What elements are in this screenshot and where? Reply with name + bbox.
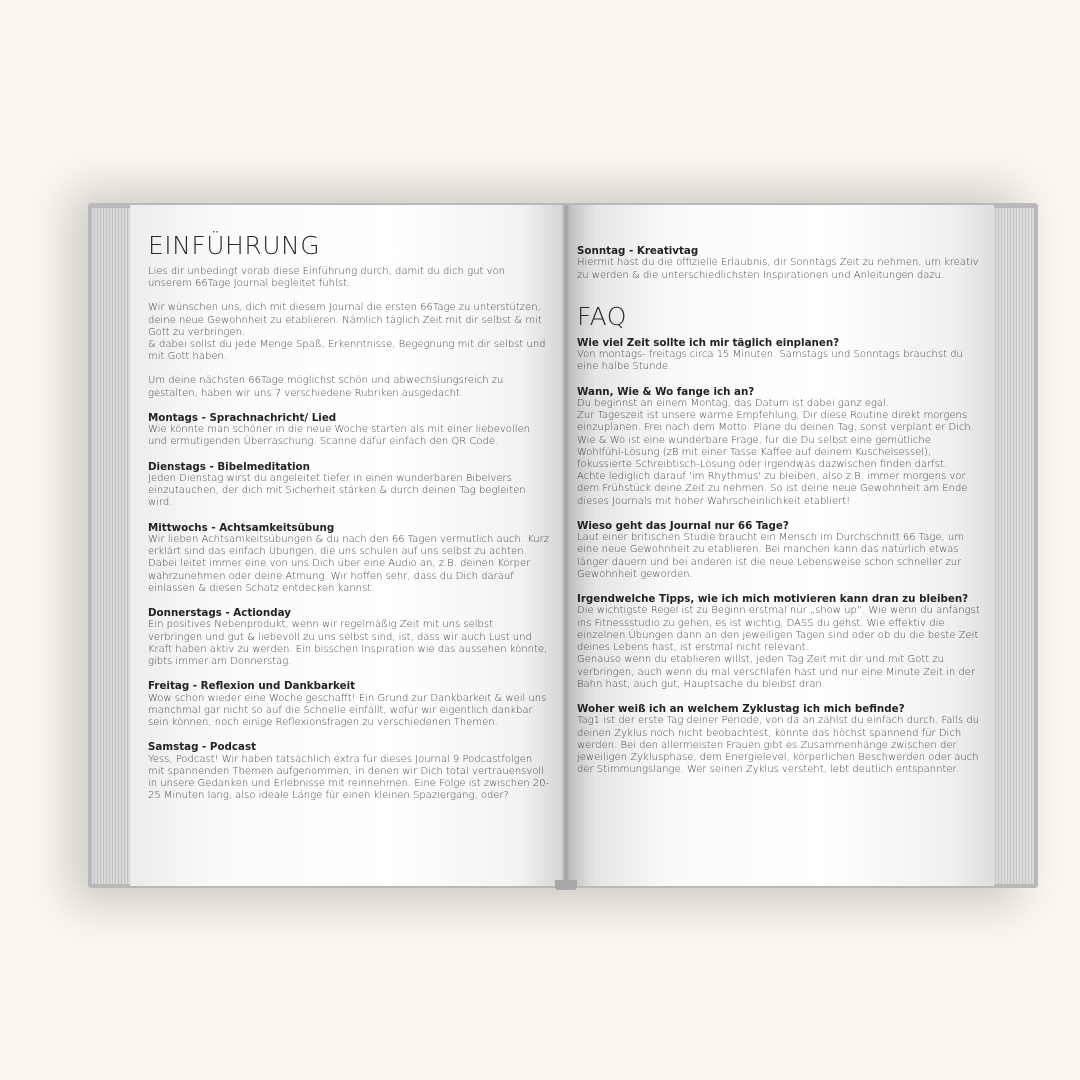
section-title: Samstag - Podcast bbox=[148, 741, 257, 754]
faq-answer: Tag1 ist der erste Tag deiner Periode, von da an zählst du einfach durch. Falls du deinen Zyklus noch nicht beobachtest, könnte das höchst spannend für Dich werden. Bei den allermeisten Frauen gibt es Zusammenhänge zwischen der jeweiligen Zyklusphase, dem Energielevel, körperlichen Beschwerden oder auch der Stimmungslange. Wer seinen Zyklus versteht, lebt deutlich entspannter. bbox=[577, 715, 980, 776]
faq-question: Woher weiß ich an welchem Zyklustag ich mich befinde? bbox=[577, 702, 905, 715]
right-page bbox=[566, 205, 994, 886]
faq-answer: Du beginnst an einem Montag, das Datum ist dabei ganz egal. Zur Tageszeit ist unsere warme Empfehlung, Dir diese Routine direkt morgens einzuplanen. Frei nach dem Motto: Plane du deinen Tag, sonst verplant er Dich. Wie & Wo ist eine wunderbare Frage, für die Du selbst eine gemütliche Wohlfühl-Lösung (zB mit einer Tasse Kaffee auf deinem Kuschelsessel), fokussierte Schreibtisch-Lösung oder irgendwas dazwischen finden darfst. Achte lediglich darauf 'im Rhythmus' zu bleiben, also z.B. immer morgens vor dem Frühstück deine Zeit zu nehmen. So ist deine neue Gewohnheit am Ende dieses Journals mit hoher Wahrscheinlichkeit etabliert! bbox=[577, 398, 974, 507]
faq-answer: Die wichtigste Regel ist zu Beginn erstmal nur „show up“. Wie wenn du anfängst ins Fitnessstudio zu gehen, es ist wichtig, DASS du gehst. Wie effektiv die einzelnen Übungen dann an den jeweiligen Tagen sind oder ob du die beste Zeit deines Lebens hast, ist erstmal nicht relevant. Genauso wenn du etablieren willst, jeden Tag Zeit mit dir und mit Gott zu verbringen, auch wenn du mal verschlafen hast und nur eine Minute Zeit in der Bahn hast, auch gut, Hauptsache du bleibst dran. bbox=[577, 605, 980, 690]
page-edges-left bbox=[92, 208, 132, 884]
section-monday bbox=[148, 412, 550, 449]
faq-item bbox=[577, 337, 981, 374]
section-title: Donnerstags - Actionday bbox=[148, 607, 291, 620]
section-text: Wie könnte man schöner in die neue Woche starten als mit einer liebevollen und ermutigenden Überraschung. Scanne dafür einfach den QR Code. bbox=[148, 424, 530, 448]
faq-item bbox=[577, 520, 981, 581]
section-wednesday bbox=[148, 522, 550, 595]
faq-item bbox=[577, 386, 981, 508]
faq-item bbox=[577, 593, 981, 691]
page-edges-right bbox=[992, 208, 1034, 884]
section-title: Freitag - Reflexion und Dankbarkeit bbox=[148, 680, 356, 693]
left-page bbox=[130, 205, 566, 886]
faq-heading: FAQ bbox=[577, 301, 627, 331]
faq-question: Wie viel Zeit sollte ich mir täglich einplanen? bbox=[577, 336, 840, 349]
intro-heading: EINFÜHRUNG bbox=[148, 231, 321, 260]
section-sunday bbox=[577, 245, 981, 282]
faq-answer: Von montags- freitags circa 15 Minuten. Samstags und Sonntags brauchst du eine halbe Stunde. bbox=[577, 349, 963, 373]
section-title: Montags - Sprachnachricht/ Lied bbox=[148, 411, 337, 424]
section-text: Jeden Dienstag wirst du angeleitet tiefer in einen wunderbaren Bibelvers einzutauchen, der dich mit Sicherheit stärken & durch deinen Tag begleiten wird. bbox=[148, 473, 526, 509]
faq-question: Wieso geht das Journal nur 66 Tage? bbox=[577, 519, 789, 532]
faq-question: Irgendwelche Tipps, wie ich mich motivieren kann dran zu bleiben? bbox=[577, 593, 969, 606]
section-text: Wir lieben Achtsamkeitsübungen & du nach den 66 Tagen vermutlich auch. Kurz erklärt sind das einfach Übungen, die uns schulen auf uns selbst zu achten. Dabei leitet immer eine von uns Dich über eine Audio an, z.B. deinen Körper wahrzunehmen oder deine Atmung. Wir hoffen sehr, dass du Dich darauf einlassen & diesen Schatz entdecken kannst. bbox=[148, 534, 549, 594]
right-page-content bbox=[577, 245, 981, 788]
book-gutter bbox=[562, 205, 570, 886]
section-text: Ein positives Nebenprodukt, wenn wir regelmäßig Zeit mit uns selbst verbringen und gut & liebevoll zu uns selbst sind, ist, dass wir auch Lust und Kraft haben aktiv zu werden. Ein bisschen Inspiration wie das aussehen könnte, gibts immer am Donnerstag. bbox=[148, 619, 548, 668]
book-spine bbox=[555, 880, 577, 890]
faq-question: Wann, Wie & Wo fange ich an? bbox=[577, 385, 755, 398]
section-title: Mittwochs - Achtsamkeitsübung bbox=[148, 521, 335, 534]
section-title: Sonntag - Kreativtag bbox=[577, 245, 699, 257]
section-saturday bbox=[148, 741, 550, 802]
section-text: Yess, Podcast! Wir haben tatsächlich extra für dieses Journal 9 Podcastfolgen mit spannenden Themen aufgenommen, in denen wir Dich total vertrauensvoll in unsere Gedanken und Erlebnisse mit reinnehmen. Eine Folge ist zwischen 20-25 Minuten lang, also ideale Länge für einen kleinen Spaziergang, oder? bbox=[148, 753, 550, 802]
section-friday bbox=[148, 680, 550, 729]
section-title: Dienstags - Bibelmeditation bbox=[148, 460, 310, 473]
intro-paragraph: Um deine nächsten 66Tage möglichst schön und abwechslungsreich zu gestalten, haben wir uns 7 verschiedene Rubriken ausgedacht. bbox=[148, 375, 504, 399]
section-text: Hiermit hast du die offizielle Erlaubnis, dir Sonntags Zeit zu nehmen, um kreativ zu werden & die unterschiedlichsten Inspirationen und Anleitungen dazu. bbox=[577, 257, 979, 281]
section-thursday bbox=[148, 607, 550, 668]
section-tuesday bbox=[148, 461, 550, 510]
faq-answer: Laut einer britischen Studie braucht ein Mensch im Durchschnitt 66 Tage, um eine neue Gewohnheit zu etablieren. Bei manchen kann das natürlich etwas länger dauern und bei anderen ist die neue Lebensweise schon schneller zur Gewohnheit geworden. bbox=[577, 532, 964, 580]
intro-paragraph: Wir wünschen uns, dich mit diesem Journal die ersten 66Tage zu unterstützen, deine neue Gewohnheit zu etablieren. Nämlich täglich Zeit mit dir selbst & mit Gott zu verbringen. & dabei sollst du jede Menge Spaß, Erkenntnisse, Begegnung mit dir selbst und mit Gott haben. bbox=[148, 302, 546, 363]
left-page-content bbox=[148, 231, 550, 815]
section-text: Wow schon wieder eine Woche geschafft! Ein Grund zur Dankbarkeit & weil uns manchmal gar nicht so auf die Schnelle einfällt, wofür wir eigentlich dankbar sein können, noch einige Reflexionsfragen zu verschiedenen Themen. bbox=[148, 692, 547, 729]
intro-paragraph: Lies dir unbedingt vorab diese Einführung durch, damit du dich gut von unserem 66Tage Journal begleitet fühlst. bbox=[148, 266, 505, 290]
faq-item bbox=[577, 703, 981, 776]
